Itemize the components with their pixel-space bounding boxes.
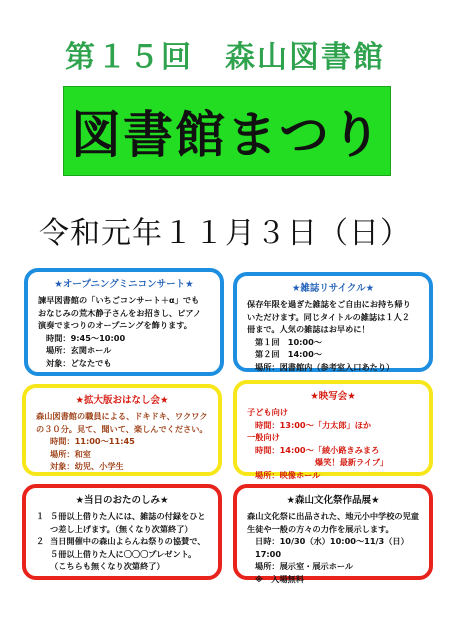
card-day-gifts (22, 484, 222, 580)
card-line: の３０分。見て、聞いて、楽しんでください。 (36, 423, 208, 434)
culture-place: 場所：展示室・展示ホール (255, 561, 354, 572)
magazine-place: 場所：図書館内（参考室入口あたり） (255, 361, 395, 372)
card-title: ★映写会★ (310, 391, 356, 402)
gift-line: ５冊以上借りた人には、雑誌の付録をひと (50, 511, 206, 522)
gift-item-number: ２ (36, 536, 45, 547)
story-place: 場所：和室 (50, 448, 91, 459)
gift-item-text (50, 535, 205, 572)
card-title: ★オープニングミニコンサート★ (54, 279, 194, 290)
gift-line: 当日開催中の森山よらんね祭りの協賛で、 (50, 536, 206, 547)
concert-time: 時間：9:45～10:00 (46, 332, 126, 343)
movie-kids-time: 時間：13:00～「力太郎」ほか (255, 419, 372, 430)
magazine-round2: 第２回 14:00～ (255, 349, 322, 360)
card-line: いただけます。同じタイトルの雑誌は１人２ (247, 311, 410, 322)
card-title: ★当日のおたのしみ★ (75, 495, 169, 506)
card-line: おなじみの荒木静子さんをお招きし、ピアノ (38, 307, 202, 318)
card-movie (233, 380, 433, 480)
movie-general-label: 一般向け (247, 432, 280, 443)
concert-target: 対象：どなたでも (46, 357, 112, 368)
card-title: ★拡大版おはなし会★ (75, 395, 169, 406)
card-title: ★雑誌リサイクル★ (291, 283, 375, 294)
magazine-round1: 第１回 10:00～ (255, 336, 322, 347)
card-magazine-recycle (233, 272, 433, 372)
story-target: 対象：幼児、小学生 (50, 461, 124, 472)
card-line: 保存年限を過ぎた雑誌をご自由にお持ち帰り (247, 299, 411, 310)
card-story-time (22, 384, 222, 476)
gift-item-1 (36, 510, 208, 535)
event-title: 図書館まつり (71, 105, 383, 164)
card-line: 森山図書館の職員による、ドキドキ、ワクワク (36, 411, 208, 422)
gift-item-number: １ (36, 511, 45, 522)
card-line: 生徒や一般の方々の力作を展示します。 (247, 523, 394, 534)
event-date: 令和元年１１月３日（日） (39, 216, 411, 251)
concert-place: 場所：玄関ホール (46, 345, 112, 356)
gift-line: （こちらも無くなり次第終了） (50, 561, 165, 572)
movie-general-title: 爆笑！最新ライブ」 (315, 457, 389, 468)
culture-free-note: ※ 入場無料 (255, 573, 304, 584)
card-opening-concert (24, 268, 224, 376)
card-line: 冊まで。人気の雑誌はお早めに！ (247, 324, 370, 335)
movie-place: 場所：映像ホール (255, 469, 321, 480)
card-line: 演奏でまつりのオープニングを飾ります。 (38, 320, 192, 331)
culture-datetime: 日時：10/30（水）10:00～11/3（日）17:00 (255, 536, 409, 559)
card-title: ★森山文化祭作品展★ (286, 495, 380, 506)
gift-line: つ差し上げます。（無くなり次第終了） (50, 523, 193, 534)
card-culture-exhibition (233, 484, 433, 584)
title-banner (63, 86, 391, 176)
movie-kids-label: 子ども向け (247, 407, 288, 418)
gift-line: ５冊以上借りた人に〇〇〇プレゼント。 (50, 548, 197, 559)
movie-general-time: 時間：14:00～「綾小路きみまろ (255, 444, 380, 455)
event-header: 第１５回 森山図書館 (65, 40, 385, 75)
card-line: 諫早図書館の「いちごコンサート＋α」でも (38, 295, 200, 306)
card-line: 森山文化祭に出品された、地元小中学校の児童 (247, 511, 419, 522)
gift-item-text (50, 510, 206, 535)
story-time: 時間：11:00～11:45 (50, 436, 135, 447)
gift-item-2 (36, 535, 208, 572)
